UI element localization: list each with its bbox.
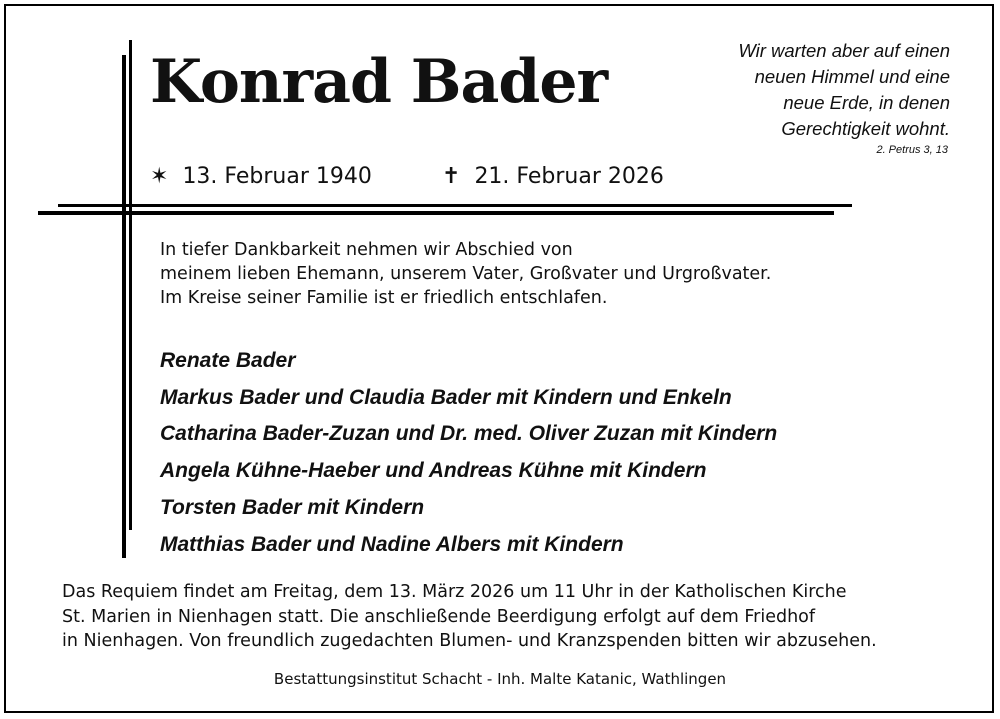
quote-reference: 2. Petrus 3, 13 [876, 144, 948, 156]
cross-horizontal-bar-lower [38, 211, 834, 215]
service-line: Das Requiem findet am Freitag, dem 13. März 2026 um 11 Uhr in der Katholischen Kirche [62, 582, 847, 602]
mourner-entry: Torsten Bader mit Kindern [160, 495, 425, 519]
cross-vertical-bar-inner [129, 40, 132, 530]
deceased-name: Konrad Bader [150, 47, 608, 117]
quote-line: neuen Himmel und eine [754, 66, 950, 87]
cross-vertical-bar [122, 55, 126, 558]
intro-line: Im Kreise seiner Familie ist er friedlich entschlafen. [160, 288, 608, 308]
birth-date-line [150, 164, 372, 189]
mourner-entry: Renate Bader [160, 349, 296, 372]
quote-line: Gerechtigkeit wohnt. [781, 118, 950, 139]
mourner-entry: Angela Kühne-Haeber und Andreas Kühne mit Kindern [160, 459, 707, 483]
bible-quote [650, 38, 950, 142]
mourners-list [160, 343, 777, 563]
cross-horizontal-bar-upper [58, 204, 852, 207]
service-line: St. Marien in Nienhagen statt. Die anschließende Beerdigung erfolgt auf dem Friedhof [62, 606, 816, 627]
intro-line: meinem lieben Ehemann, unserem Vater, Großvater und Urgroßvater. [160, 264, 772, 284]
funeral-home-footer: Bestattungsinstitut Schacht - Inh. Malte Katanic, Wathlingen [273, 670, 727, 688]
quote-line: Wir warten aber auf einen [738, 40, 950, 61]
service-line: in Nienhagen. Von freundlich zugedachten Blumen- und Kranzspenden bitten wir abzusehen. [62, 631, 877, 651]
intro-text [160, 238, 771, 310]
birth-date: 13. Februar 1940 [182, 164, 372, 189]
mourner-entry: Matthias Bader und Nadine Albers mit Kindern [160, 532, 624, 556]
intro-line: In tiefer Dankbarkeit nehmen wir Abschied von [160, 240, 573, 260]
death-date-line [442, 164, 664, 189]
death-date: 21. Februar 2026 [474, 164, 664, 189]
quote-line: neue Erde, in denen [783, 92, 950, 113]
mourner-entry: Catharina Bader-Zuzan und Dr. med. Oliver Zuzan mit Kindern [160, 422, 778, 446]
cross-icon: ✝ [442, 164, 461, 189]
star-icon: ✶ [150, 164, 169, 189]
service-info [62, 580, 877, 654]
mourner-entry: Markus Bader und Claudia Bader mit Kindern und Enkeln [160, 385, 732, 409]
